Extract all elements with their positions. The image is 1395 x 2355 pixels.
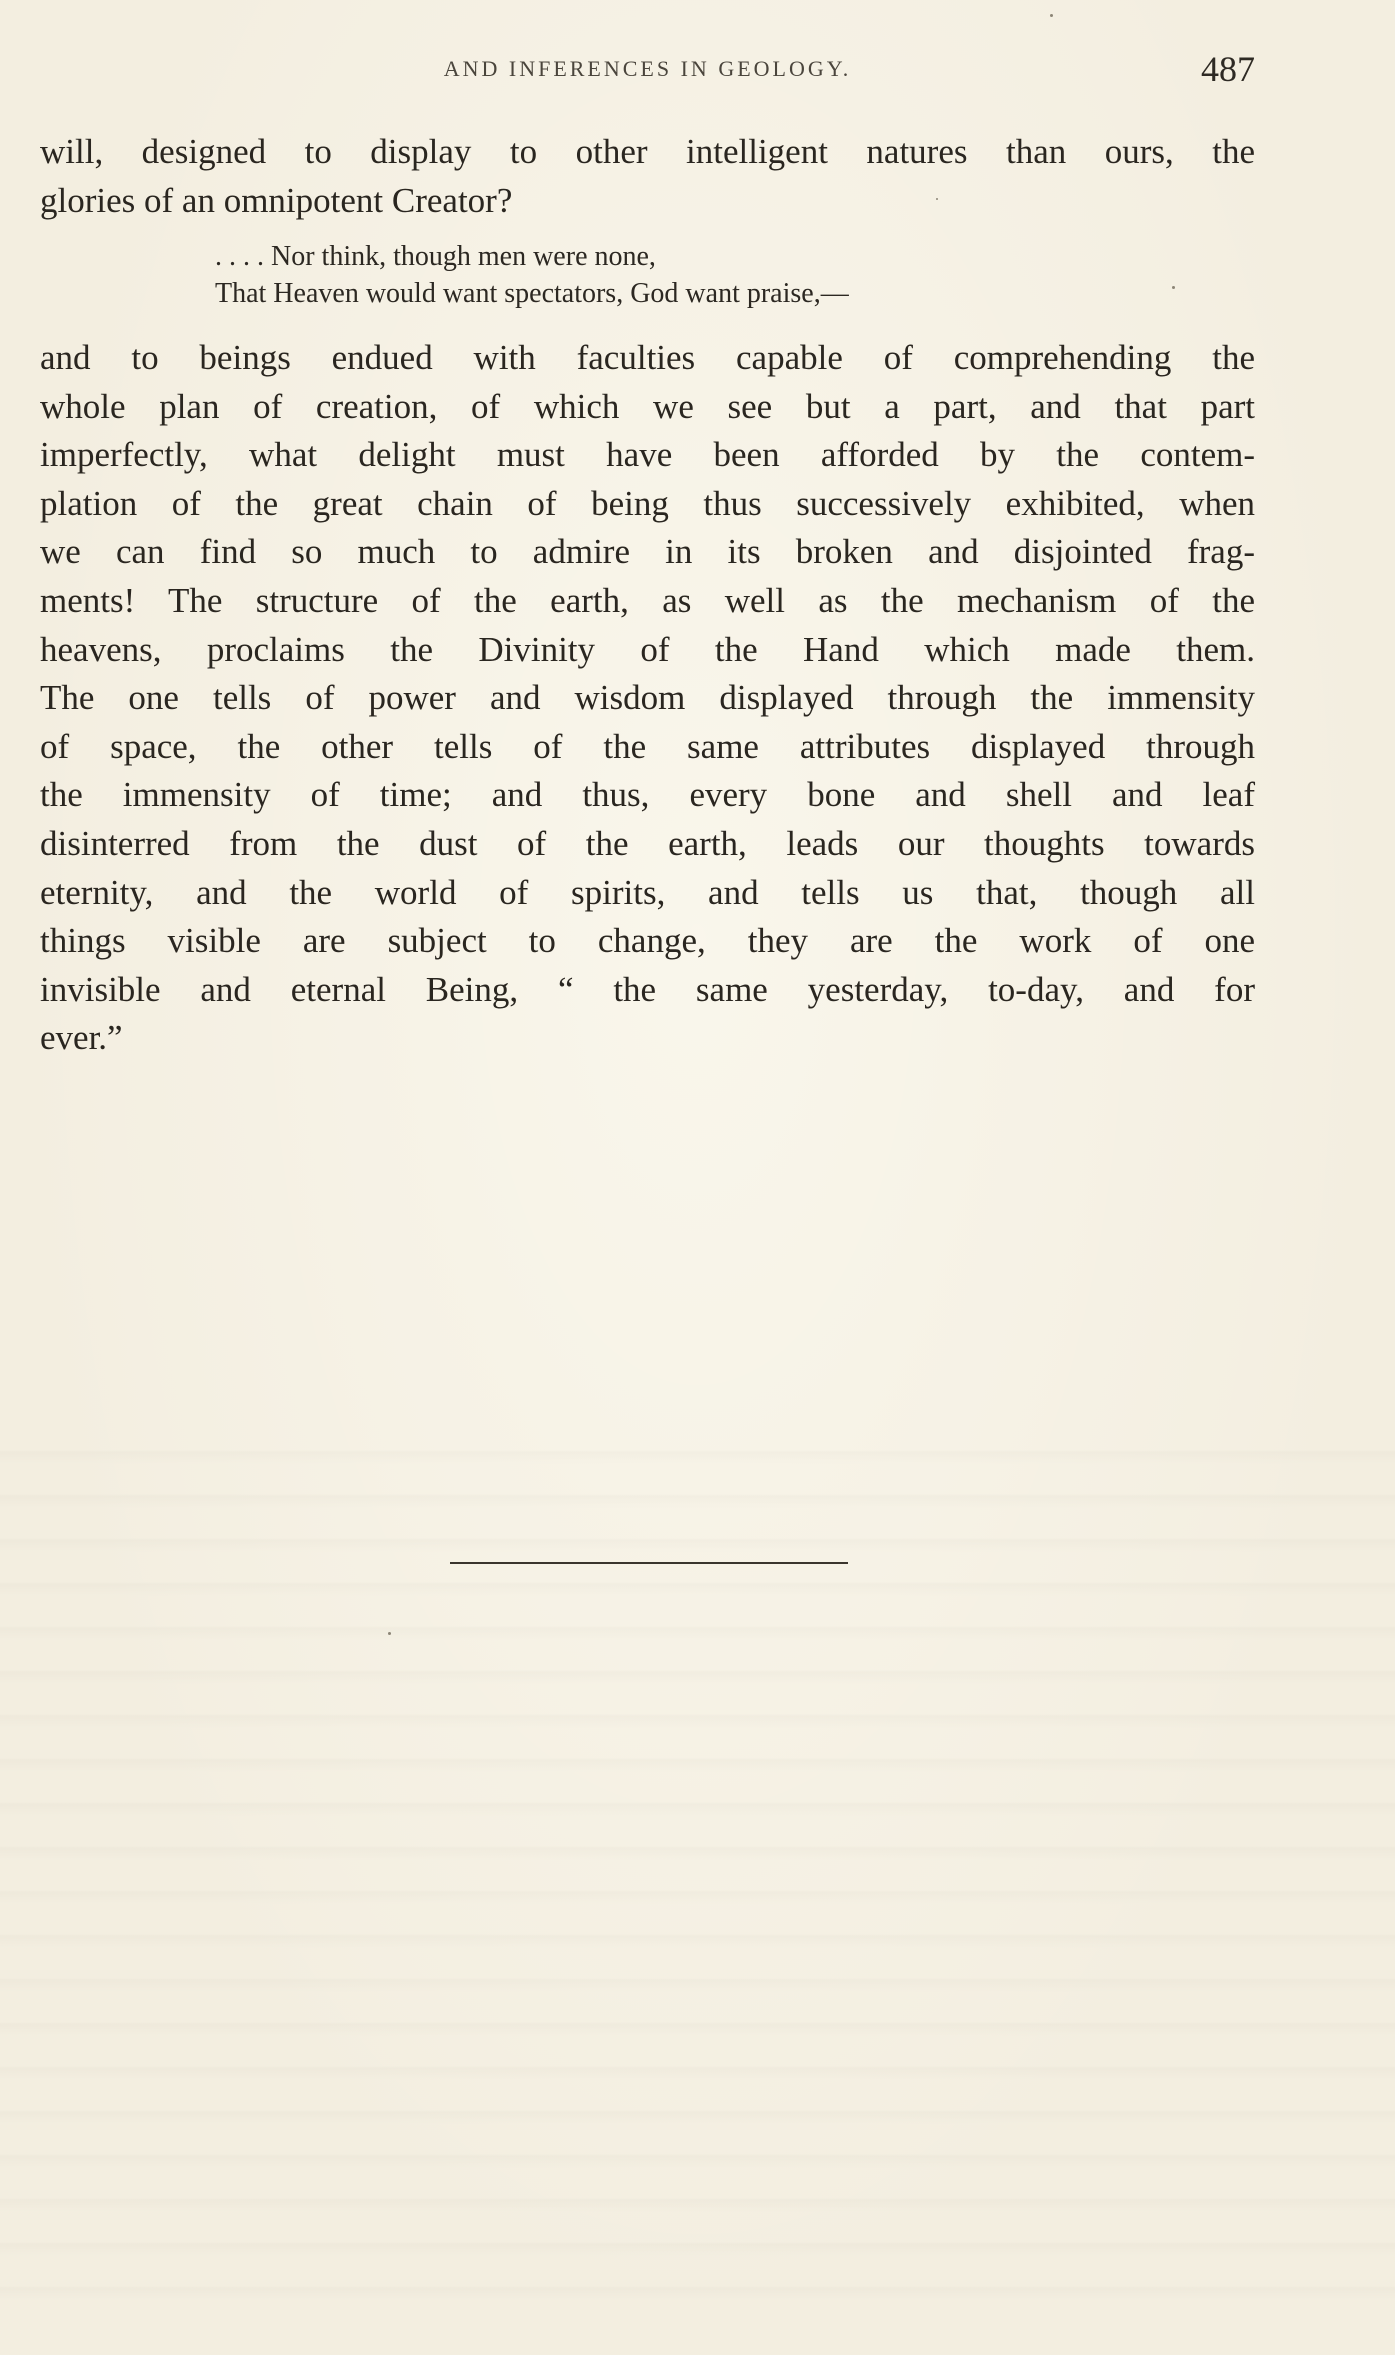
verse-quotation [215,238,1055,312]
text-line: whole plan of creation, of which we see but a part, and that part [40,386,1255,426]
paper-speck [388,1632,391,1635]
text-line: of space, the other tells of the same attributes displayed through [40,726,1255,766]
paper-speck [1172,286,1175,289]
text-line: ments! The structure of the earth, as well as the mechanism of the [40,580,1255,620]
running-head [40,48,1255,88]
section-end-rule [450,1562,848,1564]
running-title: AND INFERENCES IN GEOLOGY. [443,56,852,81]
paragraph-main [40,334,1255,1063]
text-line: glories of an omnipotent Creator? [40,180,513,220]
text-line: we can find so much to admire in its broken and disjointed frag- [40,532,1255,572]
text-line: imperfectly, what delight must have been afforded by the contem- [40,435,1255,475]
text-line: invisible and eternal Being, “ the same yesterday, to-day, and for [40,969,1255,1009]
text-line: eternity, and the world of spirits, and tells us that, though all [40,872,1255,912]
text-line: things visible are subject to change, they are the work of one [40,921,1255,961]
show-through-texture [0,1420,1395,2320]
page-number: 487 [1201,49,1255,89]
text-line: will, designed to display to other intelligent natures than ours, the [40,132,1255,171]
text-line: The one tells of power and wisdom displayed through the immensity [40,678,1255,718]
verse-line: That Heaven would want spectators, God want praise,— [215,278,849,309]
text-line: heavens, proclaims the Divinity of the Hand which made them. [40,629,1255,669]
verse-line: . . . . Nor think, though men were none, [215,241,656,272]
paper-speck [1050,14,1053,17]
text-line: the immensity of time; and thus, every bone and shell and leaf [40,775,1255,815]
text-line: and to beings endued with faculties capable of comprehending the [40,338,1255,377]
text-line: disinterred from the dust of the earth, leads our thoughts towards [40,823,1255,863]
text-line: ever.” [40,1018,123,1058]
paragraph-continuation [40,128,1255,225]
paper-speck [936,198,938,200]
text-line: plation of the great chain of being thus successively exhibited, when [40,483,1255,523]
